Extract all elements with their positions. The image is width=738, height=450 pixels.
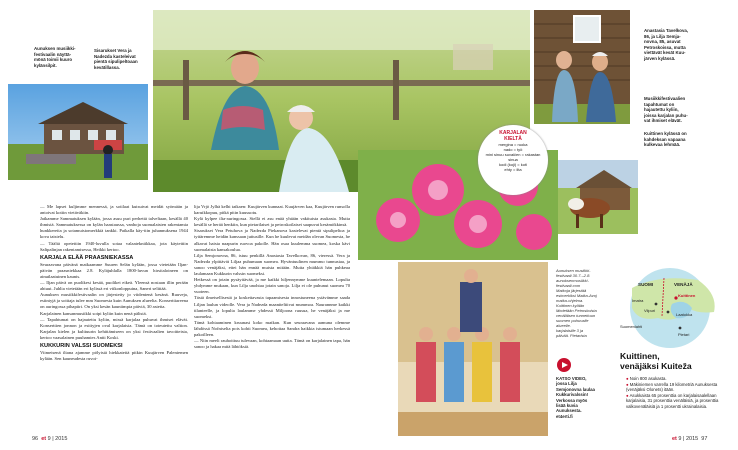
paragraph: Karjalainen kansanmusiikki soipi kyliin kuin nenä pälistä.: [40, 310, 147, 316]
map-label-venaja: VENÄJÄ: [674, 282, 693, 287]
folio-left: [32, 436, 67, 442]
paragraph: — Tapahtumat on hajautettu kyliin, missä karjalaa puhuvat ihmiset elävät. Konserttien jonnon ja esittyjen oval karjalaisia. Tämä on toteutettu valtion. Karjalan kielen ja kulttuurin kehittämiseen on yksi festivaalien tavoitteista, kertoo vaasalainen puuhamies Antti Koski.: [40, 316, 188, 340]
video-play-icon[interactable]: [557, 358, 571, 372]
map-label-pietari: Pietari: [678, 332, 690, 337]
info-bullet: ● Asukkaista 65 prosenttia on karjalaisaalellaan karjalaisia, 31 prosenttia venäläisiä, ja prosenttia valkovenäläisiä ja 1 prosentti ukrainalaisia.: [626, 392, 719, 409]
caption-village-stage: Aunuksen musiikki- festivaalin näyttä- mönä toimii kuuro kylänsilpit.: [34, 46, 76, 68]
paragraph: — Täältä opetettiin 1940-luvulla sotaa valaatekniikkaa, jota käytettiin Saltpalinjan rakentamisessa, Heikki kertoo.: [40, 240, 188, 252]
caption-cows: Kuittinen kylässä on kahdeksan vapaana kulkevaa lehmää.: [644, 131, 687, 148]
paragraph: Viimeisenä iltana ajamme pölyistä hiekkateitä pitkin Kuujärven Paleniemen kylään. Sen kauneudesta ruvoi-: [40, 349, 188, 362]
map-label-viipuri: Vilpuri: [644, 308, 656, 313]
glossary-line: nado = työ: [503, 147, 523, 153]
region-map: [618, 268, 722, 348]
video-link-text[interactable]: KATSO VIDEO, jossa Lilja Semjonovna laulaa Kukkurivalssin! Verkossa myös lisää kuvia Aunuksesta. et4erti.fi: [556, 376, 595, 419]
info-box-title: Kuittinen, venäjäksi Kuiteža: [620, 351, 692, 371]
article-column-2: [194, 204, 350, 350]
map-label-laatokka: Laatokka: [676, 312, 693, 317]
article-column-1: [40, 204, 188, 362]
paragraph: Aunuksen musiikkifestivaalin on järjestetty jo viidentenä kesänä. Ruuveja, esiintyjä ja soittaja tulee mm Suomesta kuin Aunuksen alueelta. Konserttiareena on auringossa pihapiiri. On yksi kesän kauniimpia päiviä, 30 astetta.: [40, 292, 188, 310]
paragraph: Kylä kylpee ilta-auringossa. Siellä ei asu enää yhtään vakituista asukasta. Mutta kesällä se herää henkiin, kun pietarilaiset ja petroskoilaiset saapuvat kesämökkinsä.: [194, 216, 350, 228]
photo-village-house: [8, 84, 148, 180]
karjalan-kielta-badge: [478, 125, 548, 195]
info-bullet: ● Noin 800 asukasta.: [626, 376, 667, 381]
paragraph: Seuraavana päivänä matkaamme Suuren Selän kylään, jossa vietetään Iljan-päivän praasniekkaa 2.8. Kyläjuhlalla 1800-luvun hirsitaloineen on ainutlaatuinen kaunis.: [40, 261, 188, 279]
map-label-kuittinen: Kuittinen: [678, 293, 696, 298]
paragraph: — Me lapset kuljimme mennessä, ja sotilaat kutsuivat meidät syömään ja antoivat kotiin vietäväkiin.: [40, 204, 188, 216]
paragraph: Hetkessä on jotain pysäyttävää, ja me kaikki hiljennymme kuuntelemaan. Lopulta yhdymme mukaan, kun Lilja unohtaa jotain sanoja. Lilja ei ole puhunut suomea 70 vuoteen.: [194, 277, 350, 295]
paragraph: Sisarukset Vera Petuhova ja Nadezda Piekanova kastelevat pientä sipulipeltoa ja tyttäremme heidän kanssaan juttusille. Kun he kuulevat meidän olevan Suomesta, he alkavat haista naapurin ruovoa pakolle. Hän osaa kuulemma suomea, koska kävi suomalaista kansakoulua.: [194, 228, 350, 252]
subheading-praasniekka: KARJALA ELÄÄ PRAASNIEKASSA: [40, 254, 134, 261]
glossary-line: mergina = ruoka: [498, 142, 528, 148]
map-label-suomenlahti: Suomenlahti: [620, 324, 643, 329]
page-number-right: 97: [701, 436, 708, 442]
info-bullet: ● Mäkiniemen varrella 19 kilometriä Aunuksesta (venäjäksi Olonets) itään.: [626, 381, 718, 393]
map-label-suomi: SUOMI: [638, 282, 654, 287]
karjalan-kielta-title: KARJALAN KIELTÄ: [499, 130, 527, 142]
caption-two-women: Anastasia Tavelkova, 86, ja Lilja Semja- novna, 85, asuvat Petroskoissa, mutta viettävät kesät Kuu- järven kylässä.: [644, 28, 689, 61]
photo-folk-performers: [398, 262, 548, 436]
issue-right: 9 | 2015: [678, 436, 699, 442]
paragraph: — Iljan päivä on puolikesi kesää, puolikei eikeä. Yleensä nostaan illin perään ahtuut. Juhlia vietetään eri kylissä eri viikonloppuina, Saneri selittää.: [40, 280, 188, 292]
issue-left: 9 | 2015: [47, 436, 68, 442]
magazine-mark-right: et: [672, 436, 677, 442]
map-label-imatra: Imatra: [632, 298, 644, 303]
glossary-line: mini sinuu suvaičen = rakastan sinua: [485, 152, 541, 163]
glossary-line: ehty = ilta: [504, 167, 522, 173]
subheading-kukkurin-valssi: KUKKURIN VALSSI SUOMEKSI: [40, 342, 123, 349]
paragraph: Lilja Semjonovna, 86, istuu penkillä Anastasia Tavelkovan, 86, vieressä. Vera ja Nadezda ylpittävät Liljaa puhumaan suomea. Hyväntuulinen mummo tunnustaa, ja sanoo venäjäksi, ettei hän ennää muista mitään. Mutta yhtäkkiä hän puhkeaa laulamaan Kukkurin valssin suomeksi.: [194, 252, 350, 277]
page-number-left: 96: [32, 436, 39, 442]
photo-cow: [554, 160, 638, 234]
magazine-mark-left: et: [41, 436, 47, 442]
paragraph: lija Vrjö Jylhä kelhi taikaen: Kuujärven kunnaat. Kuujärven kaa, Kuujärven runsolla karuikkopuu, pitkä pitin kuusuotu.: [194, 204, 350, 216]
info-box-bullets: [620, 376, 734, 410]
paragraph: Tästä ilmeisellisestä ja koskettavasta tapaamisesta innostuneena ystävämme saada Liljan laulun videolle. Vera ja Nadezda maaniteltiivat mummoa. Naurannme kaikki tilanteelle, ja lopulta laulamme yhdessä Miljoona ruusua, he venäjäksi ja me suomeksi.: [194, 295, 350, 319]
glossary-line: kodi (koji) = koti: [499, 162, 527, 168]
caption-sisters: Sisarukset Vera ja Nadezda kasteleivat pientä sipulipeltoaan kevätillassa.: [94, 48, 138, 70]
folio-right: [672, 436, 707, 442]
photo-two-women-house: [534, 10, 630, 124]
paragraph: Tämä kohtaaminen kruunasi koko matkan. Kun seuraavana aamuna olemme lähdössä Nofniselta pois kohti Suomea, kehottaa Sandra haikkia istumaan herkessä pakoilleen.: [194, 319, 350, 337]
festival-info-caption: Aunuksen musiikki- festivaali 30.7.–2.8. aunuksenmusiikki- festivaali.com Matkoja järjestää esimerkiksi Matka-Avoj matka-ohjelma. Kuittinen kylään lähdetään Petroskoista venäläisen tunnettuun suomen puhuvalle alueelle. karjalaisille 3 ja päivää. Pietarista: [556, 268, 597, 338]
caption-festival-villages: Musiikkifestivaalien tapahtumat on hajautettu kyliin, joissa karjalan puhu- vat ihmiset elävät.: [644, 96, 688, 124]
paragraph: Jatkamme Sammatuksen kylään, jossa asuu puri perhettä talveltaan, kesällä 40 ihmistä. Sammatuksessa on kylän haastaussa, vanhoja suomalaisten rakentamia hunkkereita ja sotamuistomerkkiä tankki. Paikalla käy-tiin juhannuksena 1944 kova taistelu.: [40, 216, 188, 240]
paragraph: — Niin meeli rauhoittuu tulevaan, kohtaamaan uutta. Tämä on karjalainen tapa, hän sanoo ja hakaa mitä lähtöksiä.: [194, 338, 350, 350]
